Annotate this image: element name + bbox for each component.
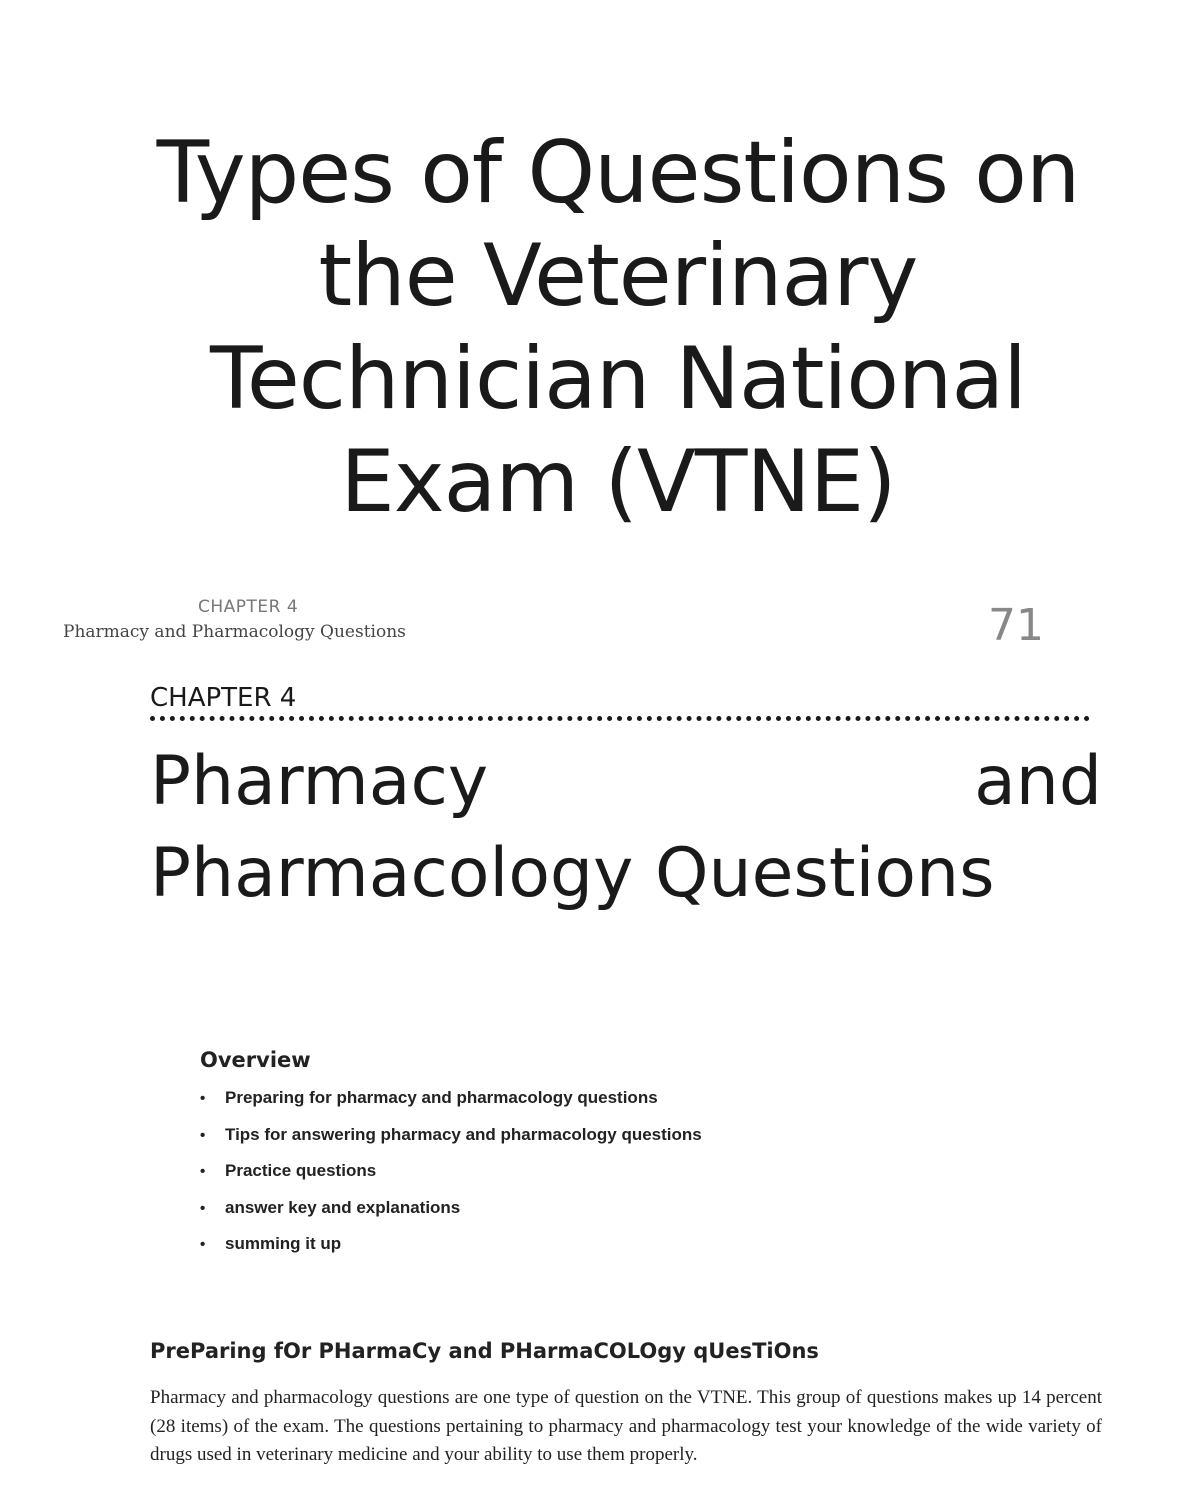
overview-list (200, 1088, 702, 1271)
overview-heading: Overview (200, 1048, 311, 1072)
chapter-title-line-2: Pharmacology Questions (150, 834, 995, 913)
list-item-text: Tips for answering pharmacy and pharmacology questions (225, 1124, 702, 1144)
list-item (200, 1234, 702, 1271)
bullet-icon: • (200, 1126, 206, 1144)
chapter-title-word: Pharmacy (150, 742, 489, 821)
list-item-text: Practice questions (225, 1161, 377, 1180)
list-item-text: answer key and explanations (225, 1197, 461, 1217)
page-number: 71 (988, 600, 1044, 651)
chapter-label: CHAPTER 4 (150, 683, 297, 713)
dotted-divider (150, 716, 1090, 721)
bullet-icon: • (200, 1163, 206, 1180)
book-title-line: Exam (VTNE) (340, 432, 896, 532)
book-title-line: Technician National (209, 329, 1027, 429)
chapter-title-word: and (974, 742, 1102, 821)
bullet-icon: • (200, 1090, 206, 1107)
list-item (200, 1125, 702, 1162)
chapter-title (150, 736, 1102, 920)
list-item-text: summing it up (225, 1234, 342, 1253)
body-paragraph: Pharmacy and pharmacology questions are one type of question on the VTNE. This group of questions makes up 14 percent (28 items) of the exam. The questions pertaining to pharmacy and pharmacology test your knowledge of the wide variety of drugs used in veterinary medicine and your ability to use them properly. (150, 1387, 1102, 1465)
list-item (200, 1198, 702, 1235)
bullet-icon: • (200, 1236, 206, 1253)
book-title-line: Types of Questions on (156, 123, 1080, 223)
bullet-icon: • (200, 1199, 206, 1217)
running-head-chapter: CHAPTER 4 (198, 597, 299, 617)
chapter-title-line-1 (150, 736, 1102, 828)
book-title-line: the Veterinary (318, 226, 918, 326)
list-item (200, 1161, 702, 1198)
running-head-title: Pharmacy and Pharmacology Questions (63, 622, 406, 642)
list-item (200, 1088, 702, 1125)
book-title (100, 122, 1136, 534)
section-heading: PreParing fOr PHarmaCy and PHarmaCOLOgy qUesTiOns (150, 1339, 819, 1363)
list-item-text: Preparing for pharmacy and pharmacology questions (225, 1088, 658, 1107)
